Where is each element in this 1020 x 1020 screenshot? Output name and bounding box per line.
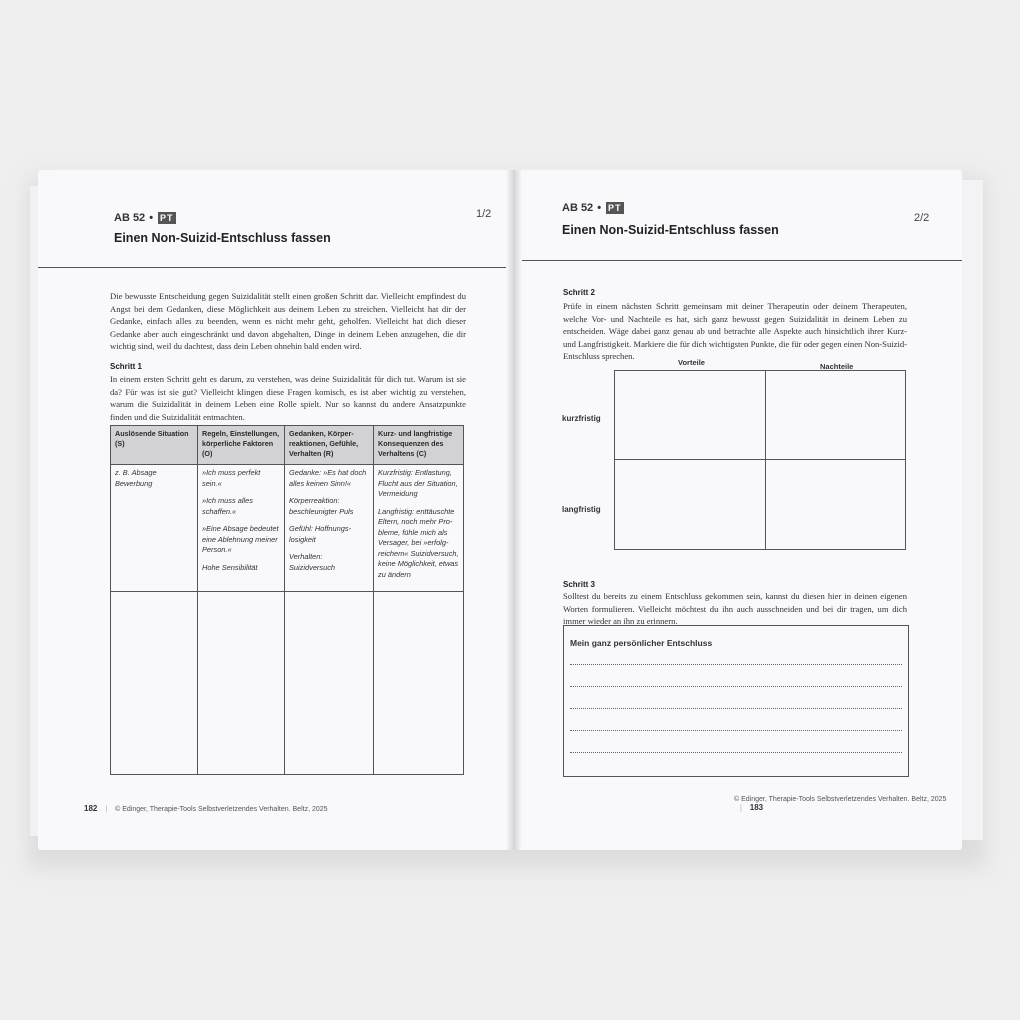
empty-cell (111, 592, 198, 775)
empty-cell (198, 592, 285, 775)
step1-heading: Schritt 1 (110, 362, 143, 371)
step2-heading: Schritt 2 (563, 288, 596, 297)
grid-divider (765, 371, 766, 549)
page-marker: 1/2 (476, 208, 492, 220)
writing-line[interactable] (570, 730, 902, 731)
col-disadvantages: Nachteile (820, 362, 854, 371)
abc-table (110, 425, 464, 775)
row-long-term: langfristig (562, 505, 601, 514)
table-header-row (111, 426, 464, 465)
step2-paragraph: Prüfe in einem nächsten Schritt gemeinsam mit deiner Therapeutin oder deinem Therapeuten, welche Vor- und Nachteile es hat, sich ganz bewusst gegen Suizidalität in deinem Leben zu entscheiden. Wäge dabei ganz genau ab und betrachte alle Aspekte auch hinsichtlich ihrer Kurz- und Langfristigkeit. Markiere die für dich wichtigsten Punkte, die für oder gegen einen Non-Suizid-Entschluss sprechen. (563, 301, 907, 362)
sheet-label (114, 212, 176, 224)
header-reactions: Gedanken, Körperreaktionen, Gefühle, Verhalten (R) (285, 426, 374, 465)
example-situation: z. B. Absage Bewerbung (111, 465, 198, 592)
step3-heading: Schritt 3 (563, 580, 596, 589)
grid-divider (615, 459, 905, 460)
consequence-item: Langfristig: enttäuschte Eltern, noch mehr Probleme, fühle mich als Versager, bei »erfolgreichem« Suizidversuch, keine Möglichkeit, etwas zu ändern (378, 506, 459, 579)
page-title: Einen Non-Suizid-Entschluss fassen (562, 223, 779, 237)
copyright: © Edinger, Therapie-Tools Selbstverletzendes Verhalten. Beltz, 2025 (115, 806, 328, 813)
example-rules (198, 465, 285, 592)
sheet-label (562, 202, 624, 214)
page-number: 183 (749, 803, 764, 812)
right-page-stack (960, 180, 983, 840)
footer-left (84, 804, 328, 813)
footer-divider: | (105, 806, 108, 813)
decision-box (563, 625, 909, 777)
step1-paragraph: In einem ersten Schritt geht es darum, zu verstehen, was deine Suizidalität für dich tut. Warum ist sie da? Für was ist sie gut? Vielleicht klingen diese Fragen komisch, es ist aber wichtig zu verstehen, warum die Suizidalität in deinem Leben eine Rolle spielt. Nur so kannst du andere Ansatzpunkte finden und die Suizidalität entmachten. (110, 374, 466, 422)
reaction-item: Gedanke: »Es hat doch alles keinen Sinn!« (289, 468, 367, 488)
left-page (38, 170, 514, 850)
writing-line[interactable] (570, 664, 902, 665)
header-situation: Auslösende Situation (S) (111, 426, 198, 465)
writing-line[interactable] (570, 752, 902, 753)
rule-item: Hohe Sensibilität (202, 562, 258, 572)
pt-badge: PT (160, 213, 174, 223)
col-advantages: Vorteile (678, 358, 705, 367)
reaction-item: Körperreaktion: beschleunigter Puls (289, 496, 354, 516)
consequence-item: Kurzfristig: Entlastung, Flucht aus der Situation, Vermeidung (378, 468, 458, 498)
example-consequences (374, 465, 464, 592)
page-number: 182 (84, 804, 98, 813)
step3-paragraph: Solltest du bereits zu einem Entschluss gekommen sein, kannst du diesen hier in deinen eigenen Worten formulieren. Vielleicht möchtest du ihn auch ausschneiden und bei dir tragen, um dich immer wieder an ihn zu erinnern. (563, 591, 907, 627)
writing-line[interactable] (570, 686, 902, 687)
writing-line[interactable] (570, 708, 902, 709)
sheet-label-text: AB 52 (562, 202, 594, 214)
header-rule (518, 260, 962, 261)
header-rule (38, 267, 514, 268)
page-title: Einen Non-Suizid-Entschluss fassen (114, 231, 331, 245)
empty-cell (285, 592, 374, 775)
sheet-label-text: AB 52 (114, 212, 146, 224)
row-short-term: kurzfristig (562, 414, 601, 423)
rule-item: »Ich muss alles schaffen.« (202, 496, 253, 516)
table-row (111, 465, 464, 592)
reaction-item: Gefühl: Hoffnungslosigkeit (289, 524, 352, 544)
header-rules: Regeln, Einstellungen, körperliche Faktoren (O) (198, 426, 285, 465)
intro-paragraph: Die bewusste Entscheidung gegen Suizidalität stellt einen großen Schritt dar. Vielleicht empfindest du Angst bei dem Gedanken, diese Möglichkeit aus deinem Leben zu streichen. Vielleicht hat dir der Gedanke, einfach alles zu beenden, wenn es nicht mehr geht, geholfen. Vielleicht hat dich dieser Gedanke aber auch eingeschränkt und davon abgehalten, Dinge in deinem Leben anzugehen, die dir wichtig sind, weil du dachtest, dass dein Leben ohnehin bald enden wird. (110, 291, 466, 352)
footer-right (734, 796, 962, 812)
empty-cell (374, 592, 464, 775)
right-page (518, 170, 962, 850)
table-row-empty (111, 592, 464, 775)
example-reactions (285, 465, 374, 592)
pt-badge: PT (608, 203, 622, 213)
decision-box-label: Mein ganz persönlicher Entschluss (570, 638, 713, 648)
header-consequences: Kurz- und langfristige Konsequenzen des Verhaltens (C) (374, 426, 464, 465)
footer-divider: | (740, 805, 742, 812)
bullet: • (597, 202, 602, 214)
page-marker: 2/2 (914, 212, 930, 224)
book-gutter (506, 170, 522, 850)
rule-item: »Ich muss perfekt sein.« (202, 468, 261, 488)
pros-cons-grid (614, 370, 906, 550)
copyright: © Edinger, Therapie-Tools Selbstverletzendes Verhalten. Beltz, 2025 (734, 796, 947, 803)
rule-item: »Eine Absage bedeutet eine Ablehnung meiner Person.« (202, 524, 279, 554)
reaction-item: Verhalten: Suizidversuch (289, 552, 336, 572)
bullet: • (149, 212, 154, 224)
